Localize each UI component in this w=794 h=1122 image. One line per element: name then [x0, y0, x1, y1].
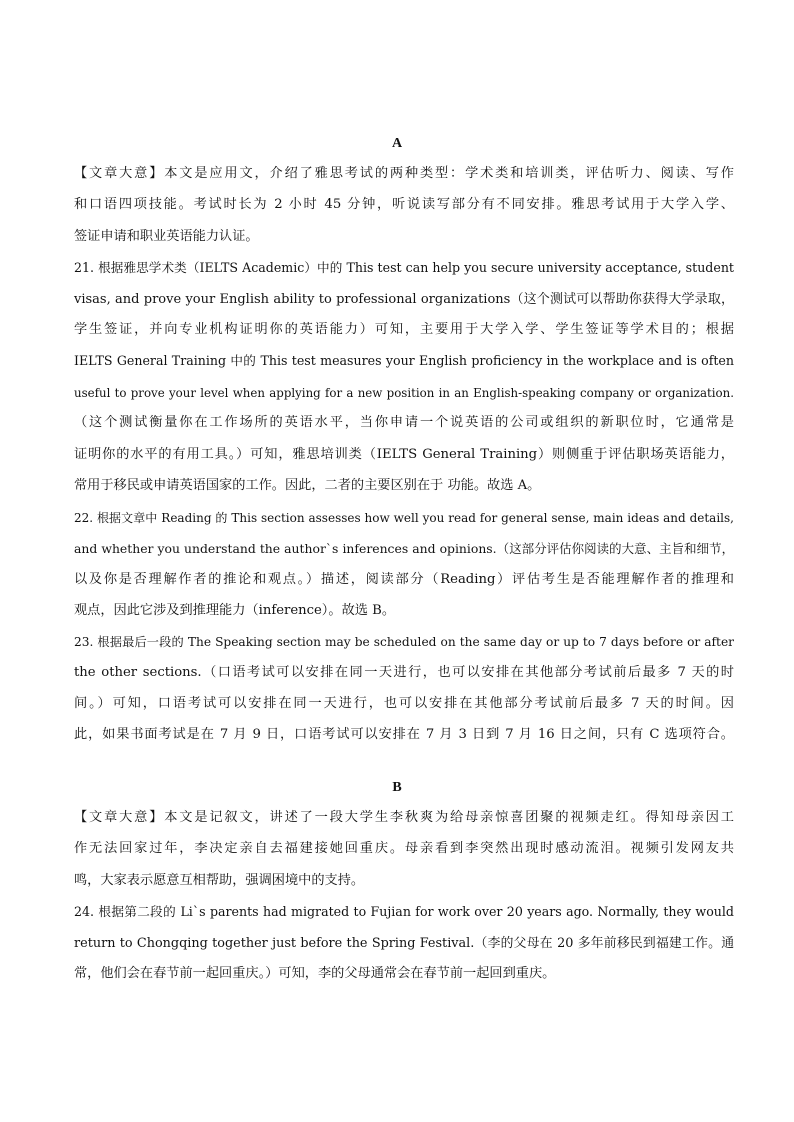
question-21-line-8: 常用于移民或申请英语国家的工作。因此，二者的主要区别在于 功能。故选 A。 — [74, 478, 541, 493]
question-24-line-3: 常，他们会在春节前一起回重庆。）可知，李的父母通常会在春节前一起回到重庆。 — [74, 966, 556, 981]
section-b-summary-line-3: 鸣，大家表示愿意互相帮助，强调困境中的支持。 — [74, 873, 365, 888]
section-a-heading: A — [391, 136, 403, 151]
question-21-line-6: （这个测试衡量你在工作场所的英语水平，当你申请一个说英语的公司或组织的新职位时，它通常是 — [74, 415, 734, 430]
question-22-line-3: 以及你是否理解作者的推论和观点。）描述，阅读部分（Reading）评估考生是否能理解作者的推理和 — [74, 572, 734, 587]
question-21-line-7: 证明你的水平的有用工具。）可知，雅思培训类（IELTS General Training）则侧重于评估职场英语能力， — [74, 447, 734, 462]
question-22-line-1: 22. 根据文章中 Reading 的 This section assesses how well you read for general sense, main ideas and details, — [74, 511, 734, 525]
section-a-summary-line-3: 签证申请和职业英语能力认证。 — [74, 229, 259, 244]
section-b-summary-line-1: 【文章大意】本文是记叙文，讲述了一段大学生李秋爽为给母亲惊喜团聚的视频走红。得知母亲因工 — [74, 810, 734, 825]
section-b-summary-line-2: 作无法回家过年，李决定亲自去福建接她回重庆。母亲看到李突然出现时感动流泪。视频引发网友共 — [74, 841, 734, 856]
section-a-summary-line-2: 和口语四项技能。考试时长为 2 小时 45 分钟，听说读写部分有不同安排。雅思考试用于大学入学、 — [74, 197, 734, 212]
section-a-summary-line-1: 【文章大意】本文是应用文，介绍了雅思考试的两种类型：学术类和培训类，评估听力、阅读、写作 — [74, 166, 734, 181]
question-23-line-3: 间。）可知，口语考试可以安排在同一天进行，也可以安排在其他部分考试前后最多 7 天的时间。因 — [74, 696, 734, 711]
question-24-line-1: 24. 根据第二段的 Li`s parents had migrated to Fujian for work over 20 years ago. Normally, they would — [74, 904, 734, 919]
question-23-line-2: the other sections.（口语考试可以安排在同一天进行，也可以安排在其他部分考试前后最多 7 天的时 — [74, 665, 734, 680]
question-21-line-2: visas, and prove your English ability to professional organizations（这个测试可以帮助你获得大学录取， — [74, 292, 734, 307]
section-b-heading: B — [392, 780, 402, 795]
question-22-line-4: 观点，因此它涉及到推理能力（inference）。故选 B。 — [74, 603, 396, 618]
question-21-line-5: useful to prove your level when applying for a new position in an English-speaking company or organization. — [74, 386, 734, 400]
question-21-line-3: 学生签证，并向专业机构证明你的英语能力）可知，主要用于大学入学、学生签证等学术目的；根据 — [74, 322, 734, 337]
question-23-line-1: 23. 根据最后一段的 The Speaking section may be scheduled on the same day or up to 7 days before or after — [74, 635, 734, 649]
question-21-line-4: IELTS General Training 中的 This test measures your English proficiency in the workplace and is often — [74, 353, 734, 368]
question-21-line-1: 21. 根据雅思学术类（IELTS Academic）中的 This test can help you secure university acceptance, student — [74, 260, 734, 275]
question-22-line-2: and whether you understand the author`s inferences and opinions.（这部分评估你阅读的大意、主旨和细节， — [74, 541, 734, 556]
question-23-line-4: 此，如果书面考试是在 7 月 9 日，口语考试可以安排在 7 月 3 日到 7 月 16 日之间，只有 C 选项符合。 — [74, 727, 734, 742]
question-24-line-2: return to Chongqing together just before the Spring Festival.（李的父母在 20 多年前移民到福建工作。通 — [74, 936, 734, 951]
